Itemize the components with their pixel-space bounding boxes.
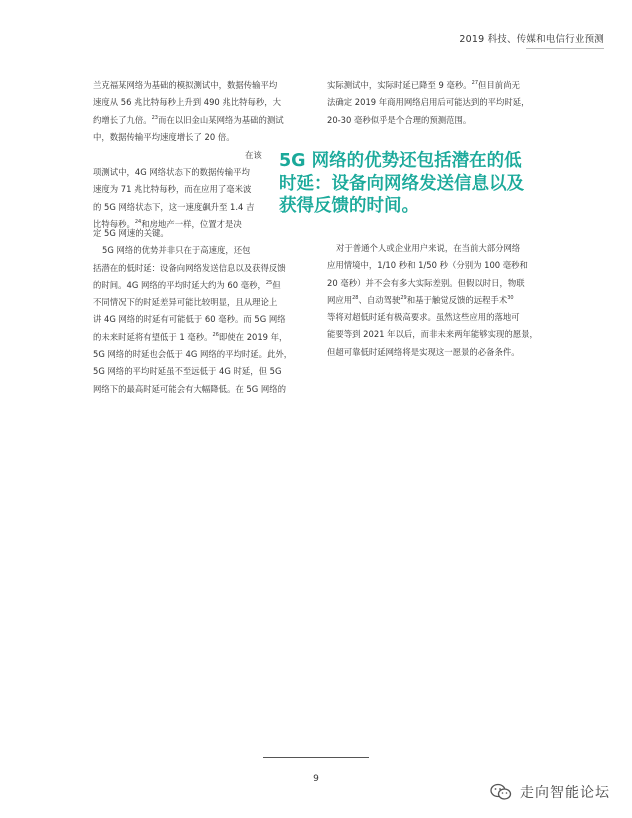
body-line: 能要等到 2021 年以后，而非未来两年能够实现的愿景， [327, 329, 538, 340]
body-text: 中，数据传输平均速度增长了 20 倍。 [93, 131, 235, 142]
body-line: 兰克福某网络为基础的模拟测试中，数据传输平均 [93, 80, 278, 90]
body-line: 20 毫秒）并不会有多大实际差别。但假以时日，物联 [327, 277, 525, 288]
footnote-ref: 24 [134, 218, 142, 225]
body-line [327, 77, 562, 94]
pull-quote-line: 获得反馈的时间。 [279, 196, 419, 216]
body-line: 定 5G 网速的关键。 [93, 228, 169, 238]
body-line: 讲 4G 网络的时延有可能低于 60 毫秒。而 5G 网络 [93, 314, 286, 325]
body-line: 但超可靠低时延网络将是实现这一愿景的必备条件。 [327, 346, 520, 357]
body-text: 而在以旧金山某网络为基础的测试 [158, 114, 284, 125]
footnote-ref: 23 [151, 114, 158, 121]
watermark-text: 走向智能论坛 [520, 785, 610, 801]
body-line: 等将对超低时延有极高要求。虽然这些应用的落地可 [327, 312, 520, 323]
left-column-top [93, 77, 331, 146]
page-number: 9 [313, 774, 319, 784]
body-line: 20-30 毫秒似乎是个合理的预测范围。 [327, 114, 472, 125]
body-line [93, 129, 331, 146]
body-line: 网络下的最高时延可能会有大幅降低。在 5G 网络的 [93, 383, 287, 394]
footnote-ref: 26 [212, 331, 219, 338]
pull-quote [279, 150, 575, 218]
body-text: 、自动驾驶 [358, 294, 401, 305]
body-text: 网应用 [327, 294, 353, 305]
body-line: 括潜在的低时延：设备向网络发送信息以及获得反馈 [93, 262, 286, 273]
left-column-bottom [93, 225, 331, 398]
body-line [327, 292, 539, 309]
watermark [490, 782, 610, 802]
body-line [93, 329, 331, 346]
wechat-icon [490, 783, 512, 801]
footnote-ref: 28 [352, 294, 359, 301]
footnote-ref: 30 [507, 294, 514, 301]
footnote-ref: 27 [471, 80, 479, 86]
footer-rule [263, 757, 369, 758]
page-header-title: 2019 科技、传媒和电信行业预测 [459, 34, 604, 45]
body-line: 在该 [245, 150, 262, 160]
body-line [93, 277, 331, 294]
footnote-ref: 25 [265, 279, 273, 286]
body-line: 项测试中，4G 网络状态下的数据传输平均 [93, 167, 250, 177]
body-text: 但目前尚无 [478, 80, 520, 90]
left-column-line4-tail [245, 147, 262, 164]
body-line: 5G 网络的优势并非只在于高速度，还包 [102, 245, 251, 256]
body-text: 即使在 2019 年， [218, 331, 288, 342]
body-line: 对于普通个人或企业用户来说，在当前大部分网络 [336, 243, 521, 253]
body-line: 5G 网络的时延也会低于 4G 网络的平均时延。此外， [93, 349, 293, 360]
body-line: 5G 网络的平均时延虽不至远低于 4G 时延，但 5G [93, 366, 282, 377]
body-text: 和房地产一样，位置才是决 [141, 218, 242, 229]
body-text: 但 [272, 279, 281, 290]
body-line: 应用情境中，1/10 秒和 1/50 秒（分别为 100 毫秒和 [327, 260, 528, 271]
right-column-top [327, 77, 562, 129]
footnote-ref: 29 [400, 294, 407, 301]
body-line: 法确定 2019 年商用网络启用后可能达到的平均时延， [327, 97, 530, 108]
body-line: 的 5G 网络状态下，这一速度飙升至 1.4 吉 [93, 201, 255, 212]
body-line [93, 112, 331, 129]
body-line: 速度为 71 兆比特每秒，而在应用了毫米波 [93, 184, 252, 195]
body-text: 实际测试中，实际时延已降至 9 毫秒。 [327, 80, 472, 90]
body-line: 不同情况下的时延差异可能比较明显，且从理论上 [93, 297, 278, 308]
pull-quote-line: 5G 网络的优势还包括潜在的低 [279, 151, 522, 171]
left-column-narrow [93, 164, 273, 233]
body-text: 和基于触觉反馈的远程手术 [406, 294, 508, 305]
body-text: 约增长了九倍。 [93, 114, 152, 125]
body-text: 比特每秒。 [93, 218, 135, 229]
body-line: 速度从 56 兆比特每秒上升到 490 兆比特每秒，大 [93, 97, 282, 108]
body-text: 的未来时延将有望低于 1 毫秒。 [93, 331, 213, 342]
body-text: 的时间。4G 网络的平均时延大约为 60 毫秒， [93, 279, 266, 290]
header-rule [526, 48, 604, 49]
pull-quote-line: 时延：设备向网络发送信息以及 [279, 173, 524, 194]
right-column-bottom [327, 240, 539, 361]
